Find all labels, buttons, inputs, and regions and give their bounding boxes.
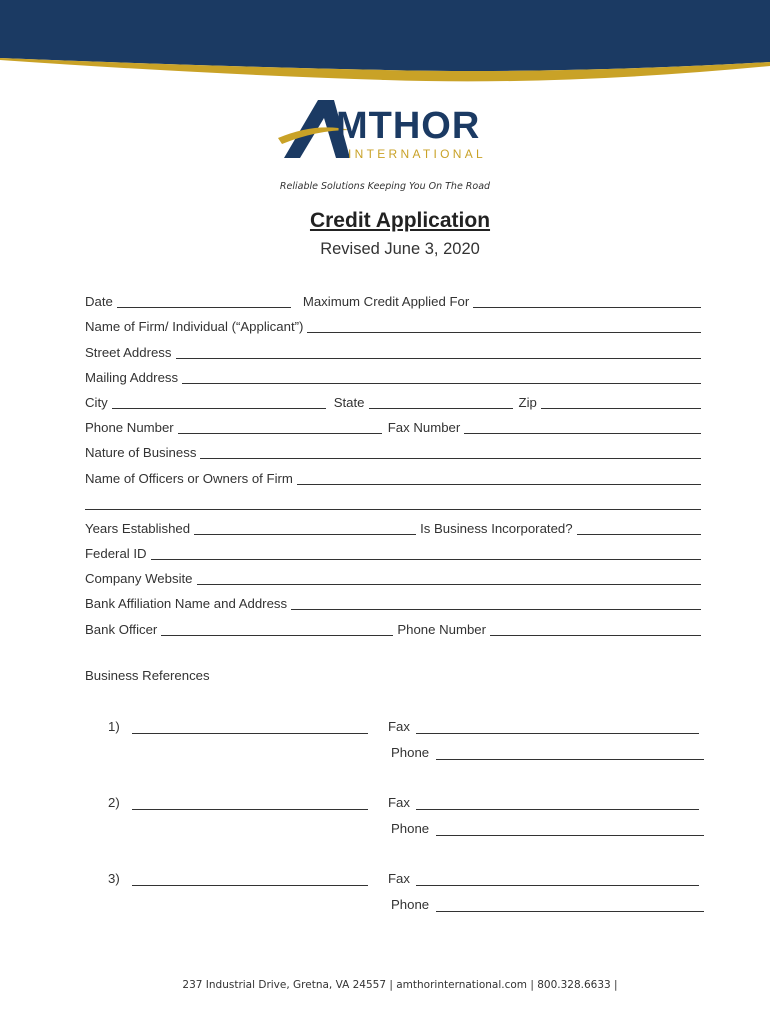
zip-field[interactable] — [541, 395, 701, 409]
bank-field[interactable] — [291, 596, 701, 610]
firm-name-field[interactable] — [307, 319, 701, 333]
references-heading: Business References — [85, 668, 210, 683]
form-row-federal — [85, 540, 705, 565]
form-row-mailing — [85, 364, 705, 389]
street-field[interactable] — [176, 345, 702, 359]
form-row-nature — [85, 439, 705, 464]
nature-label: Nature of Business — [85, 445, 197, 461]
reference-phone-label: Phone — [391, 745, 430, 760]
fax-field[interactable] — [464, 420, 701, 434]
reference-phone-label: Phone — [391, 897, 430, 912]
federal-id-label: Federal ID — [85, 546, 147, 562]
form-row-bank-officer — [85, 615, 705, 640]
reference-2 — [0, 795, 770, 855]
page-title: Credit Application — [309, 209, 491, 232]
reference-number: 3) — [108, 871, 120, 886]
application-form — [85, 288, 705, 641]
officers-field-continued[interactable] — [85, 496, 701, 510]
reference-number: 2) — [108, 795, 120, 810]
reference-name-field[interactable] — [132, 733, 368, 734]
website-label: Company Website — [85, 571, 193, 587]
reference-fax-label: Fax — [388, 719, 410, 734]
reference-fax-label: Fax — [388, 871, 410, 886]
form-row-city — [85, 389, 705, 414]
max-credit-field[interactable] — [473, 294, 701, 308]
reference-1 — [0, 719, 770, 779]
incorporated-label: Is Business Incorporated? — [420, 520, 573, 536]
form-row-firm — [85, 313, 705, 338]
logo-subtitle: INTERNATIONAL — [348, 147, 487, 161]
reference-fax-field[interactable] — [416, 809, 699, 810]
reference-fax-field[interactable] — [416, 885, 699, 886]
logo-wordmark: MTHOR — [336, 105, 481, 147]
max-credit-label: Maximum Credit Applied For — [302, 294, 470, 310]
officers-label: Name of Officers or Owners of Firm — [85, 470, 293, 486]
federal-id-field[interactable] — [151, 546, 701, 560]
incorporated-field[interactable] — [577, 521, 701, 535]
date-field[interactable] — [117, 294, 291, 308]
tagline: Reliable Solutions Keeping You On The Road — [279, 181, 491, 192]
reference-name-field[interactable] — [132, 809, 368, 810]
form-row-website — [85, 565, 705, 590]
reference-phone-field[interactable] — [436, 759, 704, 760]
years-label: Years Established — [85, 520, 191, 536]
phone-label: Phone Number — [85, 420, 174, 436]
form-row-date — [85, 288, 705, 313]
date-label: Date — [85, 294, 113, 310]
form-row-officers-cont — [85, 490, 705, 515]
zip-label: Zip — [518, 394, 537, 410]
bank-phone-label: Phone Number — [397, 621, 487, 637]
revision-date: Revised June 3, 2020 — [320, 240, 480, 258]
website-field[interactable] — [197, 571, 701, 585]
state-field[interactable] — [369, 395, 513, 409]
reference-fax-field[interactable] — [416, 733, 699, 734]
form-row-street — [85, 338, 705, 363]
street-label: Street Address — [85, 344, 172, 360]
state-label: State — [333, 394, 365, 410]
years-field[interactable] — [194, 521, 416, 535]
bank-label: Bank Affiliation Name and Address — [85, 596, 288, 612]
reference-phone-field[interactable] — [436, 835, 704, 836]
reference-fax-label: Fax — [388, 795, 410, 810]
reference-3 — [0, 871, 770, 931]
mailing-label: Mailing Address — [85, 369, 179, 385]
bank-phone-field[interactable] — [490, 622, 701, 636]
form-row-phone — [85, 414, 705, 439]
reference-phone-label: Phone — [391, 821, 430, 836]
officers-field[interactable] — [297, 471, 701, 485]
city-label: City — [85, 394, 108, 410]
header-banner — [0, 0, 770, 90]
form-row-bank — [85, 590, 705, 615]
bank-officer-field[interactable] — [161, 622, 393, 636]
mailing-field[interactable] — [182, 370, 701, 384]
fax-label: Fax Number — [387, 420, 461, 436]
phone-field[interactable] — [178, 420, 382, 434]
footer-contact: 237 Industrial Drive, Gretna, VA 24557 | amthorinternational.com | 800.328.6633 | — [182, 979, 618, 991]
reference-name-field[interactable] — [132, 885, 368, 886]
firm-name-label: Name of Firm/ Individual (“Applicant”) — [85, 319, 304, 335]
city-field[interactable] — [112, 395, 326, 409]
nature-field[interactable] — [200, 445, 701, 459]
form-row-officers — [85, 464, 705, 489]
bank-officer-label: Bank Officer — [85, 621, 158, 637]
form-row-years — [85, 515, 705, 540]
reference-number: 1) — [108, 719, 120, 734]
reference-phone-field[interactable] — [436, 911, 704, 912]
